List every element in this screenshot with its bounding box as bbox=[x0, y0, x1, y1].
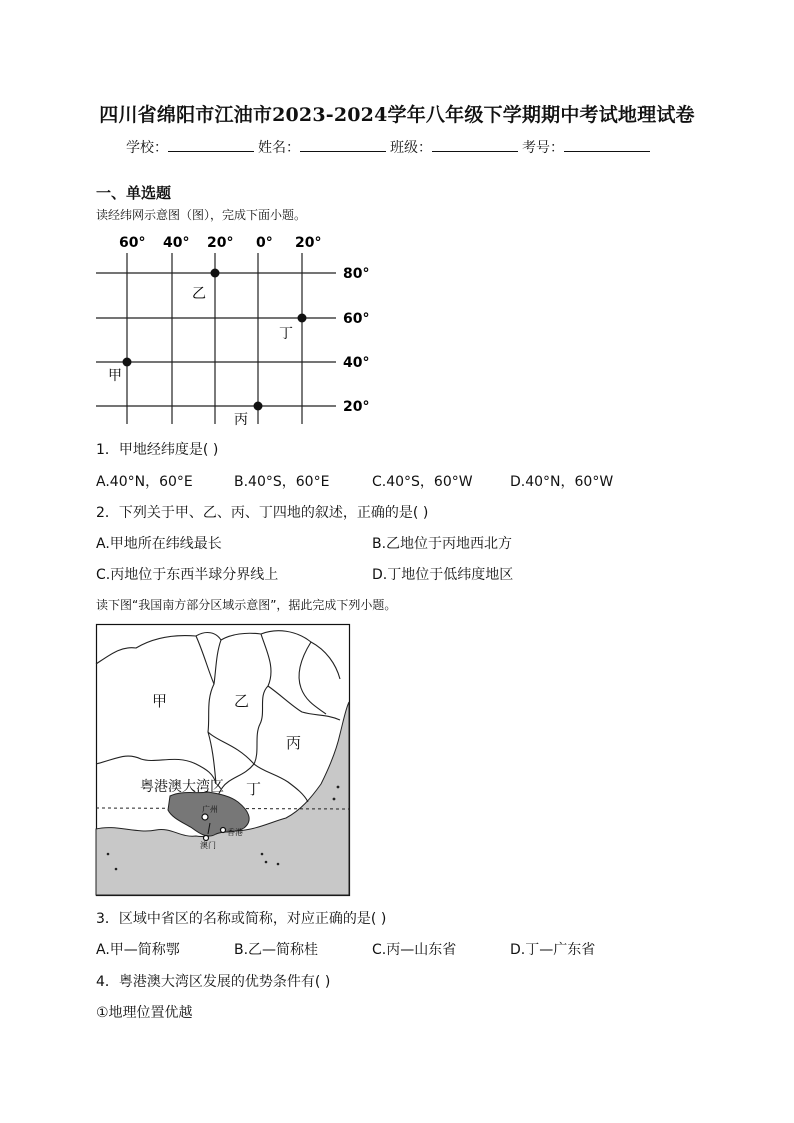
macau-label: 澳门 bbox=[200, 841, 216, 850]
region-bing-label: 丙 bbox=[286, 734, 302, 752]
lon-label: 40° bbox=[163, 235, 190, 251]
school-blank[interactable] bbox=[168, 136, 254, 152]
school-label: 学校： bbox=[126, 140, 168, 156]
point-bing-label: 丙 bbox=[234, 412, 248, 428]
lat-label: 60° bbox=[343, 311, 370, 327]
lat-lon-grid-figure bbox=[90, 228, 390, 434]
point-yi-marker bbox=[211, 269, 220, 278]
lon-label: 20° bbox=[207, 235, 234, 251]
lon-label: 0° bbox=[256, 235, 273, 251]
number-label: 考号： bbox=[522, 140, 564, 156]
question-4-stem: 4．粤港澳大湾区发展的优势条件有( ) bbox=[96, 974, 331, 990]
point-ding-label: 丁 bbox=[279, 326, 293, 342]
question-2-stem: 2．下列关于甲、乙、丙、丁四地的叙述，正确的是( ) bbox=[96, 505, 429, 521]
region-ding-label: 丁 bbox=[246, 780, 262, 798]
exam-title: 四川省绵阳市江油市2023-2024学年八年级下学期期中考试地理试卷 bbox=[99, 104, 695, 126]
student-info-row bbox=[126, 136, 654, 157]
region-jia-label: 甲 bbox=[152, 692, 168, 710]
name-blank[interactable] bbox=[300, 136, 386, 152]
q1-option-d[interactable]: D.40°N，60°W bbox=[510, 474, 614, 490]
point-yi-label: 乙 bbox=[192, 286, 206, 302]
q1-option-b[interactable]: B.40°S，60°E bbox=[234, 474, 330, 490]
name-label: 姓名： bbox=[258, 140, 300, 156]
hongkong-label: 香港 bbox=[227, 828, 243, 837]
q2-option-d[interactable]: D.丁地位于低纬度地区 bbox=[372, 567, 514, 583]
guangzhou-marker bbox=[202, 814, 208, 820]
q1-option-a[interactable]: A.40°N，60°E bbox=[96, 474, 193, 490]
q3-option-a[interactable]: A.甲—简称鄂 bbox=[96, 942, 180, 958]
question-3-stem: 3．区域中省区的名称或简称，对应正确的是( ) bbox=[96, 911, 387, 927]
class-label: 班级： bbox=[390, 140, 432, 156]
region-yi-label: 乙 bbox=[234, 692, 250, 710]
section-heading: 一、单选题 bbox=[96, 184, 172, 202]
point-jia-label: 甲 bbox=[108, 368, 122, 384]
q3-option-b[interactable]: B.乙—简称桂 bbox=[234, 942, 319, 958]
lon-label: 60° bbox=[119, 235, 146, 251]
guangzhou-label: 广州 bbox=[202, 805, 218, 814]
class-blank[interactable] bbox=[432, 136, 518, 152]
q4-item-1: ①地理位置优越 bbox=[96, 1005, 193, 1021]
point-ding-marker bbox=[298, 314, 307, 323]
number-blank[interactable] bbox=[564, 136, 650, 152]
bay-area-label: 粤港澳大湾区 bbox=[140, 779, 224, 795]
lat-label: 80° bbox=[343, 266, 370, 282]
macau-marker bbox=[204, 836, 209, 841]
q3-option-c[interactable]: C.丙—山东省 bbox=[372, 942, 457, 958]
south-china-region-map bbox=[96, 624, 350, 896]
intro-grid-map: 读经纬网示意图（图），完成下面小题。 bbox=[96, 208, 307, 222]
q2-option-c[interactable]: C.丙地位于东西半球分界线上 bbox=[96, 567, 279, 583]
intro-region-map: 读下图“我国南方部分区域示意图”，据此完成下列小题。 bbox=[96, 598, 397, 612]
point-bing-marker bbox=[254, 402, 263, 411]
point-jia-marker bbox=[123, 358, 132, 367]
lat-label: 40° bbox=[343, 355, 370, 371]
q2-option-a[interactable]: A.甲地所在纬线最长 bbox=[96, 536, 222, 552]
q1-option-c[interactable]: C.40°S，60°W bbox=[372, 474, 473, 490]
q2-option-b[interactable]: B.乙地位于丙地西北方 bbox=[372, 536, 513, 552]
lat-label: 20° bbox=[343, 399, 370, 415]
grid-lines bbox=[96, 253, 336, 424]
question-1-stem: 1．甲地经纬度是( ) bbox=[96, 442, 219, 458]
q3-option-d[interactable]: D.丁—广东省 bbox=[510, 942, 596, 958]
hongkong-marker bbox=[221, 828, 226, 833]
lon-label: 20° bbox=[295, 235, 322, 251]
